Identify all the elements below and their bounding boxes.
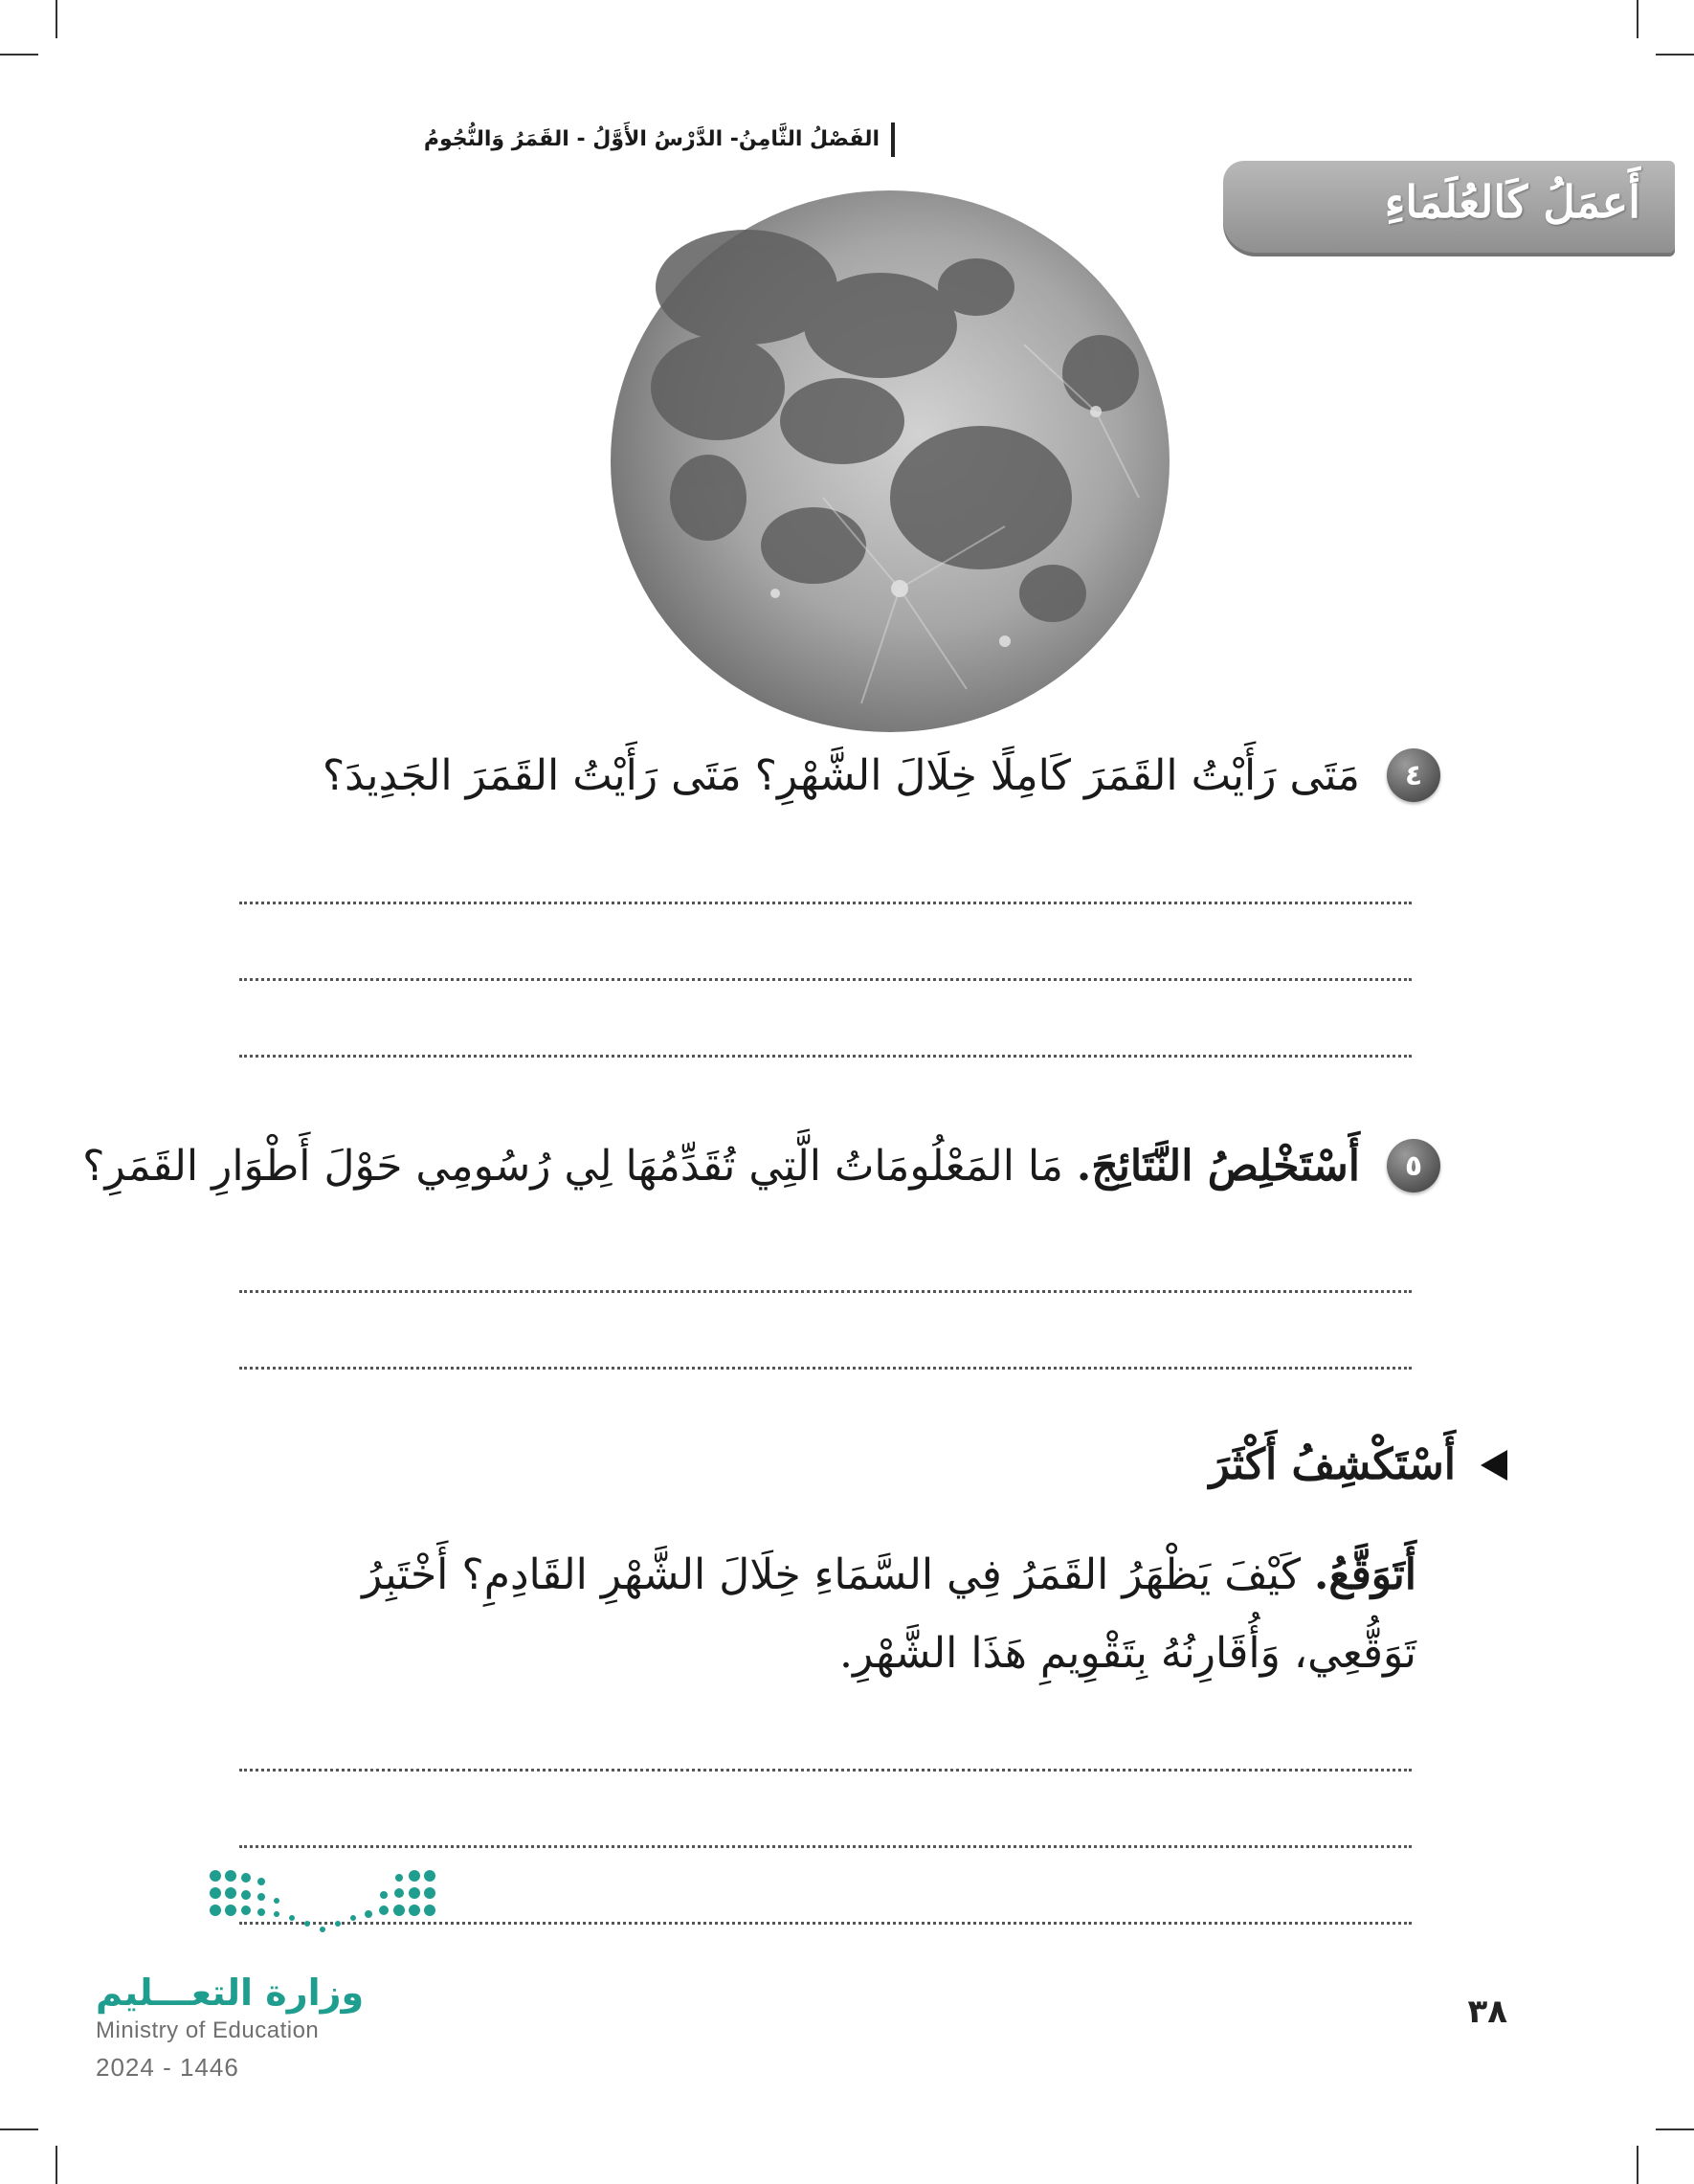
- question-number-badge: ٤: [1387, 748, 1440, 802]
- page-number: ٣٨: [1467, 1993, 1507, 2031]
- ministry-logo-icon: [206, 1866, 455, 1943]
- section-tab-label: أَعمَلُ كَالعُلَمَاءِ: [1384, 176, 1640, 228]
- full-moon-photo: [603, 182, 1177, 737]
- explore-body: كَيْفَ يَظْهَرُ القَمَرُ فِي السَّمَاءِ خِلَالَ الشَّهْرِ القَادِمِ؟ أَخْتَبِرُ تَوَقُّعِي، وَأُقَارِنُهُ بِتَقْوِيمِ هَذَا الشَّهْرِ.: [362, 1550, 1416, 1678]
- explore-more-title: أَسْتَكْشِفُ أَكْثَرَ: [1209, 1440, 1456, 1489]
- edition-year: 2024 - 1446: [96, 2053, 239, 2082]
- ministry-name-english: Ministry of Education: [96, 2017, 320, 2043]
- crop-mark: [1656, 2128, 1694, 2130]
- question-5: [82, 1139, 1440, 1192]
- ministry-name-arabic: وزارة التعـــليم: [96, 1972, 365, 2014]
- question-number-badge: ٥: [1387, 1139, 1440, 1192]
- question-body: مَتَى رَأَيْتُ القَمَرَ كَامِلًا خِلَالَ الشَّهْرِ؟ مَتَى رَأَيْتُ القَمَرَ الجَدِيدَ؟: [322, 750, 1360, 800]
- explore-more-heading: [1209, 1440, 1507, 1489]
- answer-line[interactable]: [239, 1845, 1412, 1848]
- crop-mark: [0, 2128, 38, 2130]
- explore-more-paragraph: [230, 1536, 1416, 1693]
- question-text: [82, 1142, 1360, 1191]
- answer-line[interactable]: [239, 1367, 1412, 1370]
- section-tab: [1223, 161, 1675, 256]
- question-text: [323, 751, 1360, 800]
- explore-lead: أَتَوَقَّعُ.: [1314, 1550, 1416, 1599]
- answer-line[interactable]: [239, 1769, 1412, 1772]
- question-body: مَا المَعْلُومَاتُ الَّتِي تُقَدِّمُهَا لِي رُسُومِي حَوْلَ أَطْوَارِ القَمَرِ؟: [82, 1141, 1077, 1191]
- question-lead: أَسْتَخْلِصُ النَّتَائِجَ.: [1076, 1141, 1360, 1191]
- crop-mark: [1637, 0, 1638, 38]
- answer-line[interactable]: [239, 902, 1412, 904]
- crop-mark: [1637, 2146, 1638, 2184]
- triangle-pointer-icon: [1481, 1450, 1507, 1481]
- chapter-breadcrumb: الفَصْلُ الثَّامِنُ- الدَّرْسُ الأَوَّلُ - القَمَرُ وَالنُّجُومُ: [424, 123, 895, 157]
- crop-mark: [56, 2146, 57, 2184]
- crop-mark: [56, 0, 57, 38]
- crop-mark: [1656, 54, 1694, 56]
- crop-mark: [0, 54, 38, 56]
- answer-line[interactable]: [239, 978, 1412, 981]
- answer-line[interactable]: [239, 1055, 1412, 1058]
- answer-line[interactable]: [239, 1290, 1412, 1293]
- question-4: [323, 748, 1440, 802]
